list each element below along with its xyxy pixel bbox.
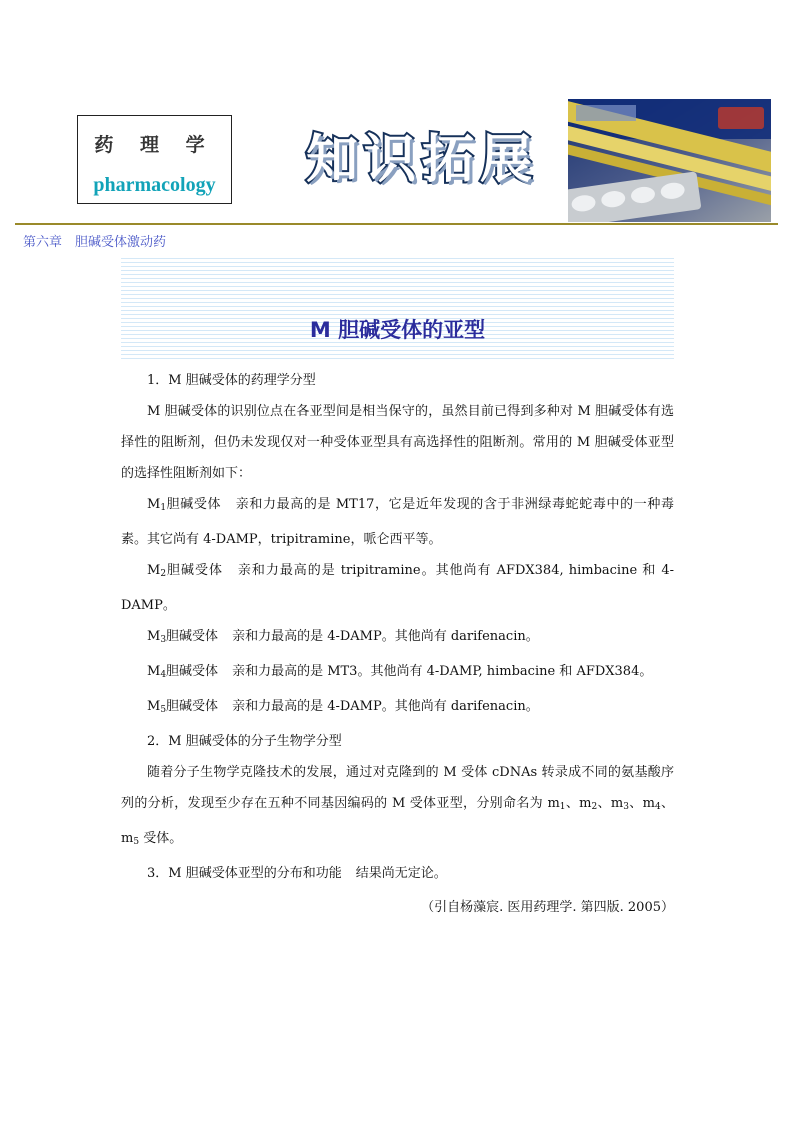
title-striped-band xyxy=(121,258,674,362)
chapter-label: 第六章 胆碱受体激动药 xyxy=(23,235,167,250)
section-2-paragraph: 随着分子生物学克隆技术的发展，通过对克隆到的 M 受体 cDNAs 转录成不同的氨基酸序列的分析，发现至少存在五种不同基因编码的 M 受体亚型，分别命名为 $m_1$、$m_2$、$m_3$、$m_4$、$m_5$ 受体。 xyxy=(121,765,674,847)
logo-box xyxy=(77,115,232,204)
logo-english-title: pharmacology xyxy=(93,174,216,196)
article-title: M 胆碱受体的亚型 xyxy=(309,318,486,342)
article-body xyxy=(121,365,674,889)
subtype-m4: $M_4$胆碱受体 亲和力最高的是 MT3。其他尚有 4-DAMP, himbacine 和 AFDX384。 xyxy=(147,664,653,680)
section-1-heading: 1．M 胆碱受体的药理学分型 xyxy=(147,373,316,388)
banner-title: 知识拓展 xyxy=(306,130,539,190)
subtype-m1: $M_1$胆碱受体 亲和力最高的是 MT17，它是近年发现的含于非洲绿毒蛇蛇毒中的一种毒素。其它尚有 4-DAMP，tripitramine，哌仑西平等。 xyxy=(121,497,674,547)
header-divider xyxy=(15,223,778,225)
section-2-heading: 2．M 胆碱受体的分子生物学分型 xyxy=(147,734,342,749)
citation: （引自杨藻宸. 医用药理学. 第四版. 2005） xyxy=(421,900,674,915)
section-1-paragraph: M 胆碱受体的识别位点在各亚型间是相当保守的，虽然目前已得到多种对 M 胆碱受体有选择性的阻断剂，但仍未发现仅对一种受体亚型具有高选择性的阻断剂。常用的 M 胆碱受体亚型的选择性阻断剂如下： xyxy=(121,404,674,481)
pills-photo-illustration xyxy=(568,99,771,222)
section-3: 3．M 胆碱受体亚型的分布和功能 结果尚无定论。 xyxy=(147,866,447,881)
subtype-m3: $M_3$胆碱受体 亲和力最高的是 4-DAMP。其他尚有 darifenacin。 xyxy=(147,629,539,645)
subtype-m2: $M_2$胆碱受体 亲和力最高的是 tripitramine。其他尚有 AFDX384, himbacine 和 4-DAMP。 xyxy=(121,563,674,613)
logo-chinese-title: 药 理 学 xyxy=(94,134,215,156)
banner-photo xyxy=(568,99,771,222)
subtype-m5: $M_5$胆碱受体 亲和力最高的是 4-DAMP。其他尚有 darifenacin。 xyxy=(147,699,539,715)
